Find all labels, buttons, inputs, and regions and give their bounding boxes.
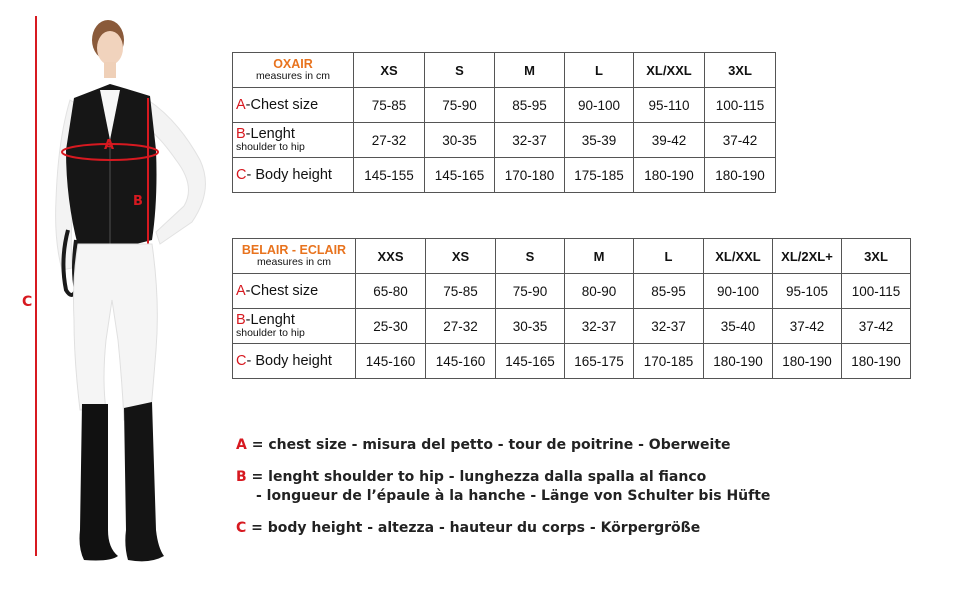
oxair-header-row (233, 53, 776, 88)
row-label-height: C- Body height (233, 344, 356, 379)
table-cell: 35-40 (704, 309, 773, 344)
belair-size-header: S (496, 239, 565, 274)
belair-size-header: XXS (356, 239, 426, 274)
oxair-model-name: OXAIR (273, 57, 313, 71)
belair-size-header: 3XL (842, 239, 911, 274)
table-cell: 165-175 (565, 344, 634, 379)
table-cell: 90-100 (565, 88, 634, 123)
marker-c: C (22, 294, 33, 310)
belair-size-header: M (565, 239, 634, 274)
oxair-height-row (233, 158, 776, 193)
marker-a: A (104, 138, 115, 153)
table-cell: 100-115 (705, 88, 776, 123)
belair-height-row (233, 344, 911, 379)
oxair-size-header: XL/XXL (634, 53, 705, 88)
oxair-chest-row (233, 88, 776, 123)
oxair-length-row (233, 123, 776, 158)
table-cell: 95-105 (773, 274, 842, 309)
table-cell: 170-180 (495, 158, 565, 193)
row-label-chest: A-Chest size (233, 88, 354, 123)
belair-header-row (233, 239, 911, 274)
row-label-length: B-Lenght shoulder to hip (233, 309, 356, 344)
rider-figure-illustration (0, 0, 240, 602)
table-cell: 32-37 (495, 123, 565, 158)
table-cell: 37-42 (842, 309, 911, 344)
table-cell: 30-35 (425, 123, 495, 158)
table-cell: 145-155 (354, 158, 425, 193)
table-cell: 65-80 (356, 274, 426, 309)
belair-model-name: BELAIR - ECLAIR (241, 243, 347, 257)
table-cell: 35-39 (565, 123, 634, 158)
table-cell: 180-190 (634, 158, 705, 193)
legend-entry-c: C = body height - altezza - hauteur du corps - Körpergröße (236, 520, 701, 536)
table-cell: 180-190 (842, 344, 911, 379)
belair-model-cell (233, 239, 356, 274)
table-cell: 75-90 (496, 274, 565, 309)
table-cell: 37-42 (705, 123, 776, 158)
face-shape (97, 31, 123, 65)
table-cell: 180-190 (773, 344, 842, 379)
table-cell: 180-190 (705, 158, 776, 193)
oxair-model-cell (233, 53, 354, 88)
table-cell: 30-35 (496, 309, 565, 344)
table-cell: 175-185 (565, 158, 634, 193)
rider-figure-drawing (0, 0, 240, 602)
oxair-size-header: 3XL (705, 53, 776, 88)
marker-b: B (133, 194, 143, 209)
table-cell: 145-160 (426, 344, 496, 379)
table-cell: 75-85 (354, 88, 425, 123)
belair-chest-row (233, 274, 911, 309)
table-cell: 27-32 (426, 309, 496, 344)
table-cell: 180-190 (704, 344, 773, 379)
legend-entry-b: B = lenght shoulder to hip - lunghezza dalla spalla al fianco - longueur de l’épaule à la hanche - Länge von Schulter bis Hüfte (236, 468, 836, 506)
oxair-size-header: L (565, 53, 634, 88)
oxair-size-table (232, 52, 776, 193)
table-cell: 32-37 (565, 309, 634, 344)
belair-size-header: XS (426, 239, 496, 274)
legend-entry-a: A = chest size - misura del petto - tour de poitrine - Oberweite (236, 437, 731, 453)
table-cell: 145-160 (356, 344, 426, 379)
table-cell: 85-95 (495, 88, 565, 123)
belair-units-note: measures in cm (256, 256, 332, 268)
table-cell: 75-90 (425, 88, 495, 123)
table-cell: 100-115 (842, 274, 911, 309)
table-cell: 39-42 (634, 123, 705, 158)
table-cell: 25-30 (356, 309, 426, 344)
oxair-units-note: measures in cm (255, 70, 331, 82)
belair-eclair-size-table (232, 238, 911, 379)
belair-size-header: XL/2XL+ (773, 239, 842, 274)
table-cell: 27-32 (354, 123, 425, 158)
table-cell: 75-85 (426, 274, 496, 309)
oxair-size-header: XS (354, 53, 425, 88)
oxair-size-header: S (425, 53, 495, 88)
left-boot-shape (80, 404, 119, 561)
right-boot-shape (124, 402, 164, 561)
oxair-size-header: M (495, 53, 565, 88)
table-cell: 80-90 (565, 274, 634, 309)
row-label-height: C- Body height (233, 158, 354, 193)
table-cell: 145-165 (496, 344, 565, 379)
table-cell: 95-110 (634, 88, 705, 123)
table-cell: 170-185 (634, 344, 704, 379)
row-label-length: B-Lenght shoulder to hip (233, 123, 354, 158)
belair-size-header: XL/XXL (704, 239, 773, 274)
table-cell: 37-42 (773, 309, 842, 344)
table-cell: 85-95 (634, 274, 704, 309)
belair-length-row (233, 309, 911, 344)
row-label-chest: A-Chest size (233, 274, 356, 309)
legend-entry-b-continuation: - longueur de l’épaule à la hanche - Länge von Schulter bis Hüfte (256, 488, 771, 504)
table-cell: 90-100 (704, 274, 773, 309)
measurement-legend (236, 436, 836, 551)
belair-size-header: L (634, 239, 704, 274)
table-cell: 32-37 (634, 309, 704, 344)
table-cell: 145-165 (425, 158, 495, 193)
